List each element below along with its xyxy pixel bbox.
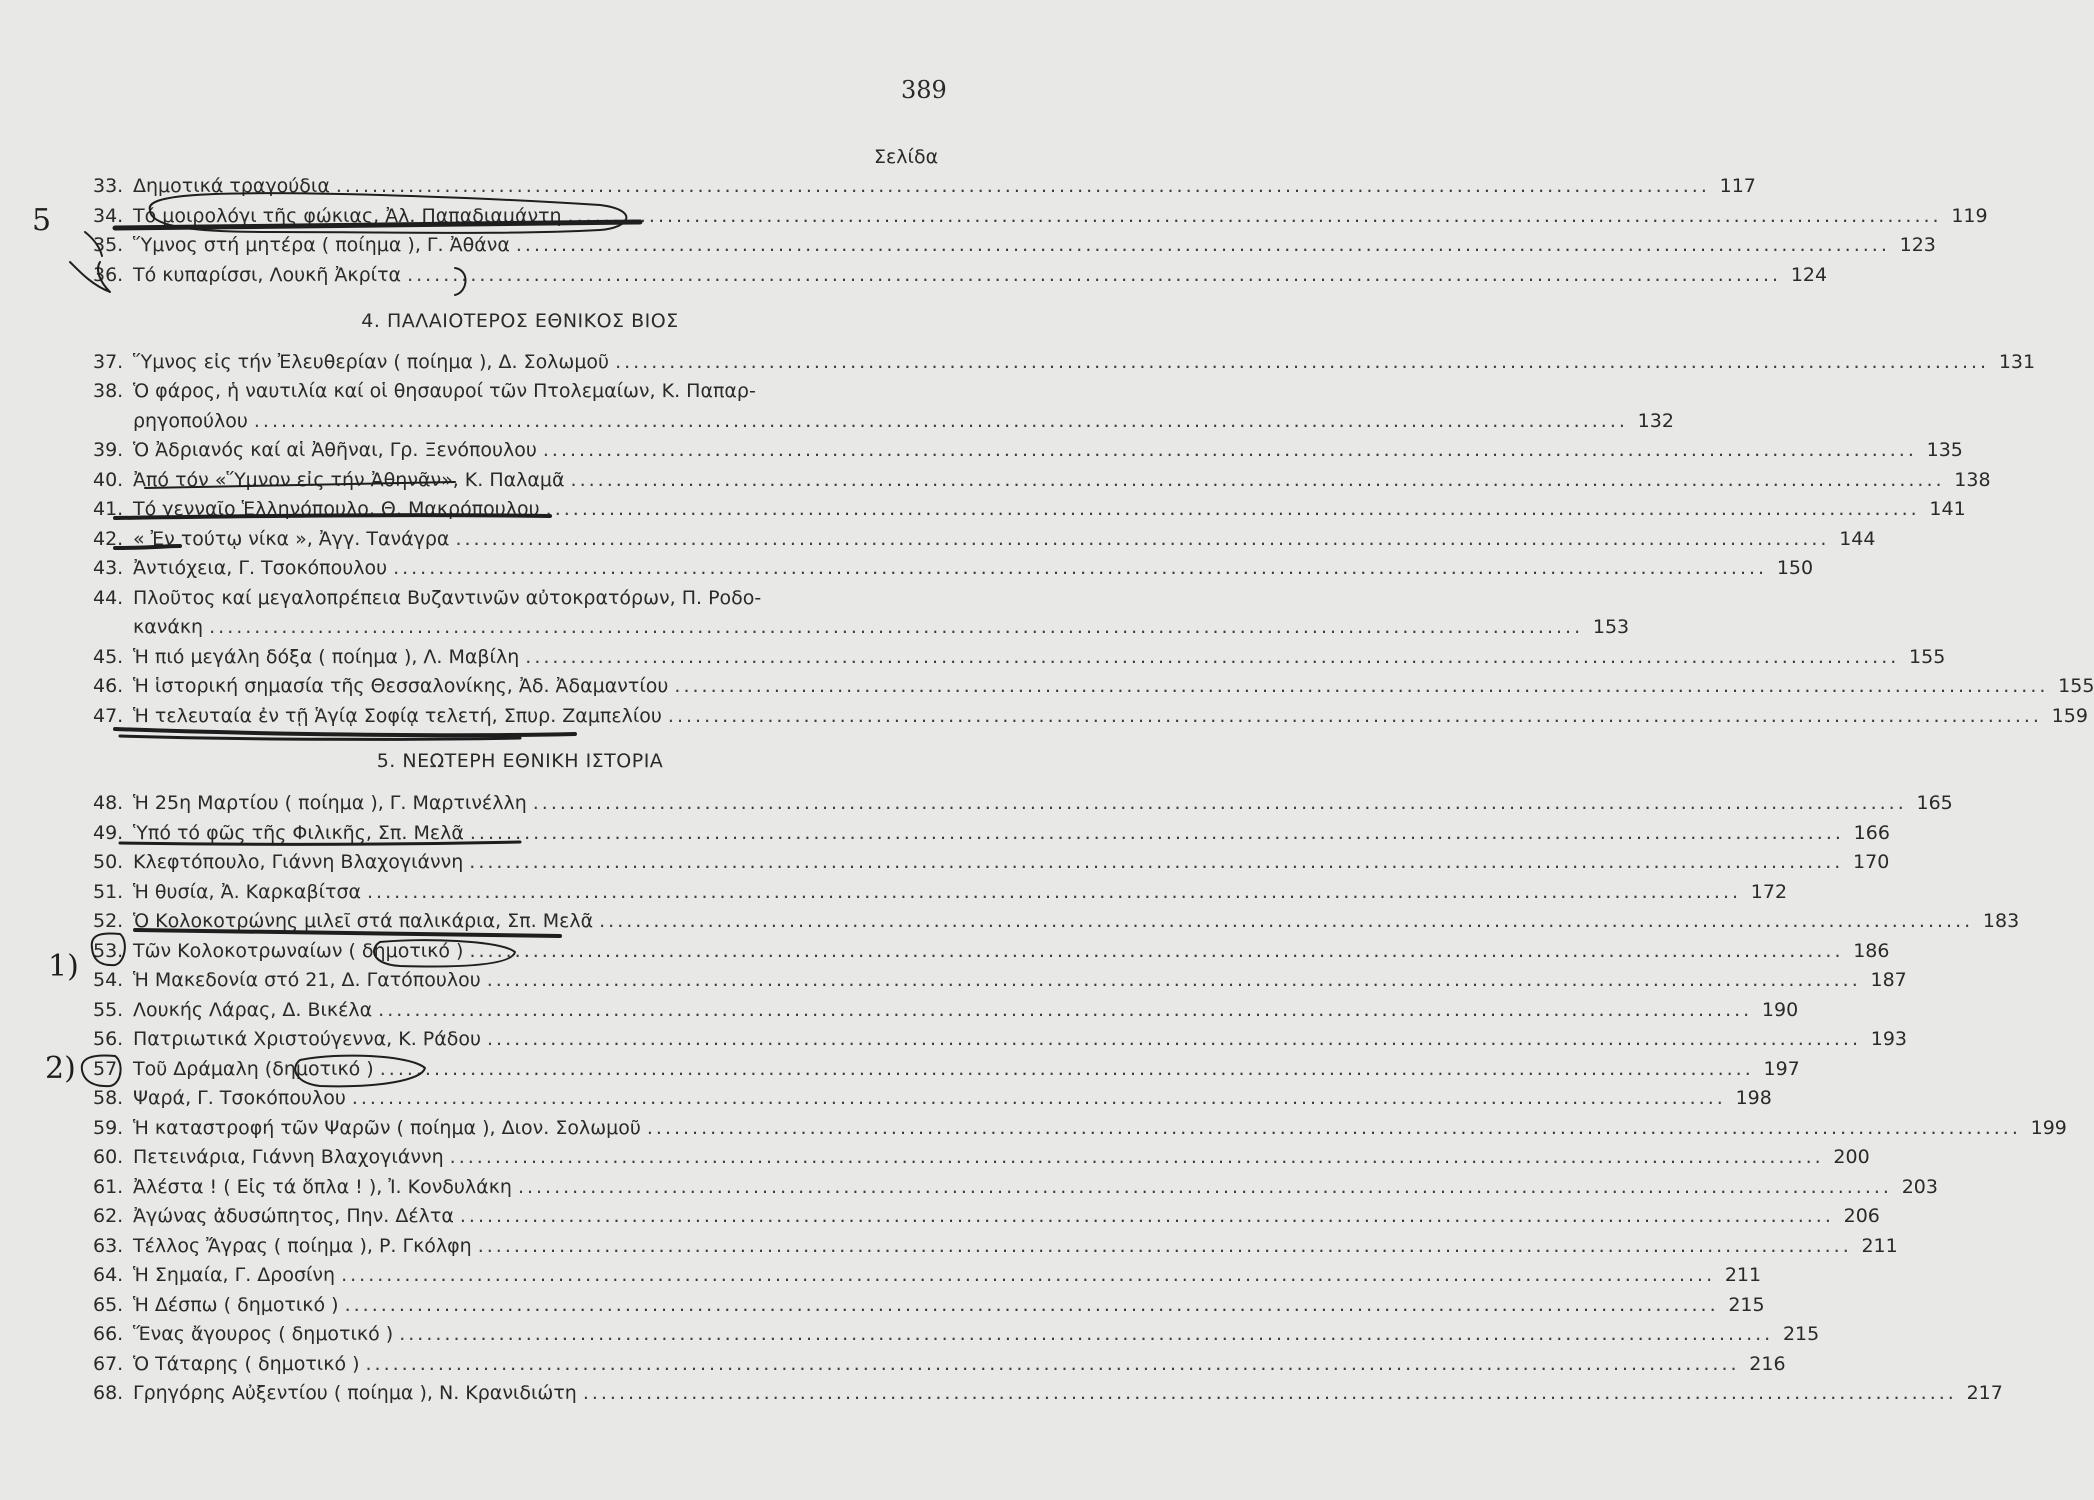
- entry-number: 36.: [93, 264, 124, 286]
- entry-page: 131: [1998, 351, 2036, 373]
- leader-dots: [518, 1175, 1892, 1199]
- entry-title: Ἕνας ἄγουρος ( δημοτικό ): [133, 1323, 394, 1345]
- entry-title: Δημοτικά τραγούδια: [133, 175, 330, 197]
- leader-dots: [380, 1057, 1754, 1081]
- leader-dots: [487, 968, 1861, 992]
- entry-title: Πλοῦτος καί μεγαλοπρέπεια Βυζαντινῶν αὐτοκρατόρων, Π. Ροδο-: [133, 587, 762, 609]
- toc-entry: [93, 850, 1890, 874]
- handwritten-note-a: 5: [32, 203, 52, 238]
- leader-dots: [533, 791, 1907, 815]
- entry-page: 155: [1909, 646, 1946, 668]
- entry-page: 215: [1728, 1294, 1765, 1316]
- leader-dots: [367, 880, 1741, 904]
- entry-number: 62.: [93, 1205, 124, 1227]
- leader-dots: [407, 263, 1781, 287]
- entry-number: 64.: [93, 1264, 124, 1286]
- entry-page: 197: [1763, 1058, 1800, 1080]
- leader-dots: [393, 556, 1767, 580]
- entry-number: 37.: [93, 351, 124, 373]
- entry-title: Λουκής Λάρας, Δ. Βικέλα: [133, 999, 373, 1021]
- entry-number: 48.: [93, 792, 124, 814]
- entry-page: 138: [1954, 469, 1991, 491]
- entry-number: 39.: [93, 439, 124, 461]
- entry-title: Ἡ πιό μεγάλη δόξα ( ποίημα ), Λ. Μαβίλη: [133, 646, 520, 668]
- leader-dots: [470, 821, 1844, 845]
- leader-dots: [352, 1086, 1726, 1110]
- entry-title: Ἡ θυσία, Ἀ. Καρκαβίτσα: [133, 881, 362, 903]
- entry-page: 211: [1861, 1235, 1898, 1257]
- entry-page: 132: [1637, 410, 1674, 432]
- toc-entry: [93, 880, 1788, 904]
- entry-title: Κλεφτόπουλο, Γιάννη Βλαχογιάννη: [133, 851, 464, 873]
- entry-number: 61.: [93, 1176, 124, 1198]
- entry-number: 40.: [93, 469, 124, 491]
- toc-entry: [93, 1027, 1908, 1051]
- leader-dots: [460, 1204, 1834, 1228]
- leader-dots: [366, 1352, 1740, 1376]
- toc-entry: [93, 468, 1991, 492]
- entry-title: « Ἐν τούτῳ νίκα », Ἀγγ. Τανάγρα: [133, 528, 450, 550]
- leader-dots: [469, 850, 1843, 874]
- entry-number: 44.: [93, 587, 124, 609]
- entry-number: 47.: [93, 705, 124, 727]
- leader-dots: [345, 1293, 1719, 1317]
- leader-dots: [450, 1145, 1824, 1169]
- entry-page: 198: [1735, 1087, 1772, 1109]
- entry-page: 165: [1916, 792, 1953, 814]
- entry-page: 206: [1843, 1205, 1880, 1227]
- entry-page: 141: [1929, 498, 1966, 520]
- entry-title: Τό μοιρολόγι τῆς φώκιας, Ἀλ. Παπαδιαμάντη: [133, 205, 562, 227]
- entry-number: 41.: [93, 498, 124, 520]
- entry-number: 66.: [93, 1323, 124, 1345]
- leader-dots: [336, 174, 1710, 198]
- entry-page: 200: [1833, 1146, 1870, 1168]
- toc-entry: [93, 1293, 1765, 1317]
- toc-entry: [93, 1352, 1786, 1376]
- toc-entry: [93, 1204, 1880, 1228]
- entry-title: Πετεινάρια, Γιάννη Βλαχογιάννη: [133, 1146, 444, 1168]
- toc-entry: [93, 998, 1799, 1022]
- page-column-label: Σελίδα: [874, 146, 939, 168]
- toc-entry-continuation: [93, 615, 1630, 639]
- toc-entry: [93, 204, 1988, 228]
- entry-title: Τό γενναῖο Ἑλληνόπουλο, Θ. Μακρόπουλου: [133, 498, 540, 520]
- entry-page: 117: [1719, 175, 1756, 197]
- entry-title: Ὁ Ἀδριανός καί αἱ Ἀθῆναι, Γρ. Ξενόπουλου: [133, 439, 537, 461]
- entry-page: 150: [1776, 557, 1814, 579]
- entry-number: 68.: [93, 1382, 124, 1404]
- leader-dots: [543, 438, 1917, 462]
- entry-page: 135: [1926, 439, 1963, 461]
- leader-dots: [487, 1027, 1861, 1051]
- entry-page: 215: [1782, 1323, 1820, 1345]
- entry-page: 123: [1899, 234, 1936, 256]
- entry-page: 183: [1982, 910, 2020, 932]
- entry-number: 49.: [93, 822, 124, 844]
- toc-entry: [93, 1086, 1772, 1110]
- entry-page: 124: [1790, 264, 1828, 286]
- toc-entry: [93, 1116, 2067, 1140]
- entry-page: 203: [1901, 1176, 1938, 1198]
- section-heading-4: 4. ΠΑΛΑΙΟΤΕΡΟΣ ΕΘΝΙΚΟΣ ΒΙΟΣ: [361, 310, 679, 332]
- toc-entry: [93, 791, 1953, 815]
- entry-number: 56.: [93, 1028, 124, 1050]
- toc-entry: [93, 263, 1828, 287]
- section-heading-5: 5. ΝΕΩΤΕΡΗ ΕΘΝΙΚΗ ΙΣΤΟΡΙΑ: [376, 750, 664, 772]
- toc-entry: [93, 821, 1890, 845]
- entry-number: 42.: [93, 528, 124, 550]
- entry-title: Ἡ Σημαία, Γ. Δροσίνη: [133, 1264, 336, 1286]
- entry-title: Ἀγώνας ἀδυσώπητος, Πην. Δέλτα: [133, 1205, 454, 1227]
- entry-title: Τοῦ Δράμαλη (δημοτικό ): [133, 1058, 374, 1080]
- entry-page: 155: [2058, 675, 2094, 697]
- entry-title: Ἀντιόχεια, Γ. Τσοκόπουλου: [133, 557, 388, 579]
- entry-page: 193: [1870, 1028, 1908, 1050]
- toc-entry: [93, 497, 1966, 521]
- entry-title: Ὕμνος εἰς τήν Ἐλευθερίαν ( ποίημα ), Δ. Σολωμοῦ: [133, 351, 610, 373]
- entry-page: 199: [2030, 1117, 2067, 1139]
- entry-page: 144: [1839, 528, 1876, 550]
- leader-dots: [568, 204, 1942, 228]
- entry-page: 166: [1853, 822, 1890, 844]
- entry-title: Ἀπό τόν «Ὕμνον εἰς τήν Ἀθηνᾶν», Κ. Παλαμᾶ: [133, 469, 565, 491]
- leader-dots: [341, 1263, 1715, 1287]
- entry-page: 190: [1761, 999, 1799, 1021]
- entry-title: Ὁ Τάταρης ( δημοτικό ): [133, 1353, 360, 1375]
- leader-dots: [478, 1234, 1852, 1258]
- leader-dots: [546, 497, 1920, 521]
- leader-dots: [254, 409, 1628, 433]
- entry-number: 38.: [93, 380, 124, 402]
- entry-title: Ὁ Κολοκοτρώνης μιλεῖ στά παλικάρια, Σπ. Μελᾶ: [133, 910, 594, 932]
- entry-title: Τῶν Κολοκοτρωναίων ( δημοτικό ): [133, 940, 464, 962]
- toc-entry: [93, 1322, 1820, 1346]
- entry-title: Ὑπό τό φῶς τῆς Φιλικῆς, Σπ. Μελᾶ: [133, 822, 464, 844]
- entry-number: 53.: [93, 940, 124, 962]
- entry-page: 119: [1951, 205, 1988, 227]
- entry-title: Ἡ καταστροφή τῶν Ψαρῶν ( ποίημα ), Διον. Σολωμοῦ: [133, 1117, 641, 1139]
- entry-title: Γρηγόρης Αὐξεντίου ( ποίημα ), Ν. Κρανιδιώτη: [133, 1382, 577, 1404]
- entry-title: Ἀλέστα ! ( Εἰς τά ὅπλα ! ), Ἰ. Κονδυλάκη: [133, 1176, 512, 1198]
- toc-entry-first-line: [93, 379, 938, 403]
- entry-title: Ψαρά, Γ. Τσοκόπουλου: [133, 1087, 346, 1109]
- entry-number: 35.: [93, 234, 124, 256]
- entry-number: 45.: [93, 646, 124, 668]
- handwritten-note-c: 2): [45, 1051, 76, 1086]
- entry-title: Ἡ ἱστορική σημασία τῆς Θεσσαλονίκης, Ἀδ. Ἀδαμαντίου: [133, 675, 669, 697]
- entry-page: 216: [1749, 1353, 1786, 1375]
- entry-title: Ὕμνος στή μητέρα ( ποίημα ), Γ. Ἀθάνα: [133, 234, 510, 256]
- toc-entry-continuation: [93, 409, 1674, 433]
- entry-title-continuation: ρηγοπούλου: [133, 410, 248, 432]
- entry-page: 217: [1966, 1382, 2003, 1404]
- entry-title: Ὁ φάρος, ἡ ναυτιλία καί οἱ θησαυροί τῶν Πτολεμαίων, Κ. Παπαρ-: [133, 380, 756, 402]
- toc-entry: [93, 1381, 2003, 1405]
- leader-dots: [469, 939, 1843, 963]
- entry-number: 50.: [93, 851, 124, 873]
- toc-entry: [93, 438, 1963, 462]
- toc-entry: [93, 1234, 1898, 1258]
- entry-title: Ἡ Μακεδονία στό 21, Δ. Γατόπουλου: [133, 969, 481, 991]
- entry-number: 46.: [93, 675, 124, 697]
- underline-47: [115, 729, 575, 735]
- leader-dots: [615, 350, 1989, 374]
- leader-dots: [399, 1322, 1773, 1346]
- leader-dots: [571, 468, 1945, 492]
- entry-title: Ἡ 25η Μαρτίου ( ποίημα ), Γ. Μαρτινέλλη: [133, 792, 527, 814]
- leader-dots: [378, 998, 1752, 1022]
- entry-page: 159: [2051, 705, 2088, 727]
- toc-entry: [93, 968, 1907, 992]
- leader-dots: [674, 674, 2048, 698]
- entry-number: 51.: [93, 881, 124, 903]
- entry-page: 153: [1592, 616, 1630, 638]
- entry-number: 57.: [93, 1058, 124, 1080]
- entry-title: Ἡ Δέσπω ( δημοτικό ): [133, 1294, 339, 1316]
- leader-dots: [583, 1381, 1957, 1405]
- toc-entry: [93, 1057, 1800, 1081]
- leader-dots: [668, 704, 2042, 728]
- leader-dots: [599, 909, 1973, 933]
- leader-dots: [647, 1116, 2021, 1140]
- toc-entry: [93, 645, 1946, 669]
- entry-title: Ἡ τελευταία ἐν τῇ Ἁγίᾳ Σοφίᾳ τελετή, Σπυρ. Ζαμπελίου: [133, 705, 662, 727]
- entry-title: Τό κυπαρίσσι, Λουκῆ Ἀκρίτα: [133, 264, 402, 286]
- entry-number: 65.: [93, 1294, 124, 1316]
- leader-dots: [516, 233, 1890, 257]
- leader-dots: [525, 645, 1899, 669]
- entry-number: 52.: [93, 910, 124, 932]
- entry-number: 43.: [93, 557, 124, 579]
- toc-entry: [93, 174, 1756, 198]
- entry-number: 33.: [93, 175, 124, 197]
- leader-dots: [455, 527, 1829, 551]
- toc-entry: [93, 350, 2036, 374]
- entry-number: 58.: [93, 1087, 124, 1109]
- entry-page: 172: [1750, 881, 1788, 903]
- entry-page: 186: [1853, 940, 1890, 962]
- toc-entry: [93, 233, 1936, 257]
- entry-number: 60.: [93, 1146, 124, 1168]
- handwritten-note-b: 1): [48, 949, 79, 984]
- toc-entry: [93, 704, 2088, 728]
- toc-entry: [93, 556, 1814, 580]
- toc-entry: [93, 1175, 1938, 1199]
- entry-number: 59.: [93, 1117, 124, 1139]
- entry-page: 211: [1724, 1264, 1762, 1286]
- entry-page: 187: [1870, 969, 1907, 991]
- entry-title: Τέλλος Ἄγρας ( ποίημα ), Ρ. Γκόλφη: [133, 1235, 472, 1257]
- toc-entry: [93, 527, 1876, 551]
- toc-entry: [93, 909, 2020, 933]
- leader-dots: [209, 615, 1583, 639]
- entry-title-continuation: κανάκη: [133, 616, 204, 638]
- entry-number: 54.: [93, 969, 124, 991]
- page-number: 389: [901, 76, 947, 104]
- entry-number: 67.: [93, 1353, 124, 1375]
- toc-entry: [93, 674, 2094, 698]
- entry-title: Πατριωτικά Χριστούγεννα, Κ. Ράδου: [133, 1028, 481, 1050]
- toc-entry: [93, 1263, 1762, 1287]
- toc-entry: [93, 939, 1890, 963]
- entry-number: 55.: [93, 999, 124, 1021]
- underline-47b: [120, 736, 520, 739]
- toc-entry-first-line: [93, 586, 938, 610]
- entry-page: 170: [1853, 851, 1890, 873]
- toc-entry: [93, 1145, 1870, 1169]
- entry-number: 34.: [93, 205, 124, 227]
- entry-number: 63.: [93, 1235, 124, 1257]
